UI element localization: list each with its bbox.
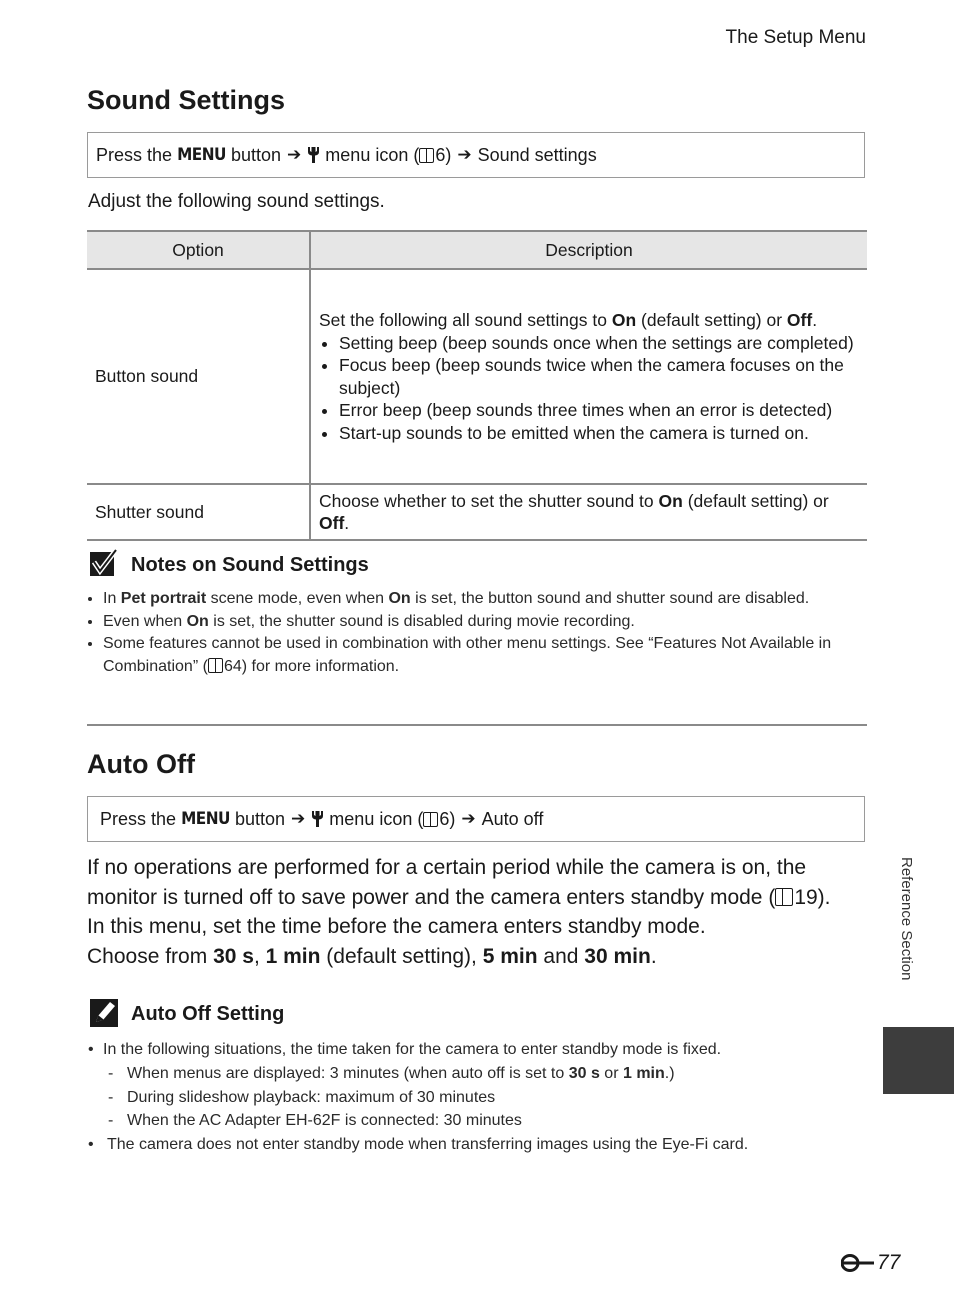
menu-word: MENU: [181, 809, 230, 829]
list-item: • In the following situations, the time taken for the camera to enter standby mode is fixed.: [88, 1038, 878, 1062]
column-header-option: Option: [87, 231, 310, 269]
arrow-icon: ➔: [461, 809, 476, 828]
column-header-description: Description: [310, 231, 867, 269]
value-off: Off: [786, 310, 813, 330]
book-reference-icon: [775, 888, 793, 906]
list-item: • Setting beep (beep sounds once when the settings are completed): [339, 332, 859, 355]
menu-path-sound-settings: [87, 132, 865, 178]
path-ref-page: 6): [435, 144, 452, 165]
path-target: Sound settings: [477, 144, 597, 165]
list-item: • In Pet portrait scene mode, even when On is set, the button sound and shutter sound are disabled.: [103, 588, 888, 611]
list-item: • Even when On is set, the shutter sound is disabled during movie recording.: [103, 611, 888, 634]
description-shutter-sound: Choose whether to set the shutter sound to On (default setting) or Off.: [310, 484, 867, 540]
path-press: Press the: [96, 144, 173, 165]
arrow-icon: ➔: [287, 145, 302, 164]
option-button-sound: Button sound: [87, 269, 310, 484]
option-shutter-sound: Shutter sound: [87, 484, 310, 540]
body-paragraph: Choose from 30 s, 1 min (default setting), 5 min and 30 min.: [87, 944, 657, 968]
side-section-label: Reference Section: [898, 857, 915, 981]
book-reference-icon: [423, 812, 438, 827]
side-section-tab: [883, 1027, 954, 1094]
path-press: Press the: [100, 808, 177, 829]
body-paragraph: In this menu, set the time before the camera enters standby mode.: [87, 915, 706, 938]
e-icon: [841, 1254, 875, 1272]
wrench-icon: [311, 810, 324, 828]
tip-list: [88, 1038, 878, 1157]
value-on: On: [658, 490, 683, 511]
path-button: button: [230, 144, 282, 165]
list-item: - When the AC Adapter EH-62F is connected: 30 minutes: [88, 1109, 878, 1133]
sound-settings-table: [87, 230, 867, 541]
path-ref-page: 6): [439, 808, 456, 829]
running-header: The Setup Menu: [725, 27, 866, 48]
description-button-sound: Set the following all sound settings to On (default setting) or Off. • Setting beep (beep sounds once when the settings are completed) • Focus beep (beep sounds twice when the camera focuses on the subject) • Error beep (beep sounds three times when an error is detected) • Start-up sounds to be emitted when the camera is turned on.: [310, 269, 867, 484]
menu-word: MENU: [177, 145, 226, 165]
list-item: • Focus beep (beep sounds twice when the camera focuses on the subject): [339, 354, 859, 399]
list-item: • The camera does not enter standby mode when transferring images using the Eye-Fi card.: [88, 1133, 878, 1157]
list-item: • Error beep (beep sounds three times when an error is detected): [339, 399, 859, 422]
pencil-tip-icon: [89, 998, 119, 1028]
section-title-sound-settings: Sound Settings: [87, 85, 285, 115]
book-reference-icon: [208, 658, 223, 673]
arrow-icon: ➔: [457, 145, 472, 164]
section-divider: [87, 724, 867, 726]
section-title-auto-off: Auto Off: [87, 749, 195, 779]
path-menu-icon: menu icon (: [325, 144, 420, 165]
notes-title: Notes on Sound Settings: [131, 554, 369, 576]
check-note-icon: [89, 549, 119, 579]
table-row: [87, 269, 867, 484]
value-off: Off: [319, 513, 345, 533]
list-item: - When menus are displayed: 3 minutes (when auto off is set to 30 s or 1 min.): [88, 1062, 878, 1086]
sound-settings-intro: Adjust the following sound settings.: [88, 191, 385, 212]
value-on: On: [611, 310, 637, 330]
body-paragraph: If no operations are performed for a certain period while the camera is on, the monitor is turned off to save power and the camera enters standby mode ( 19).: [87, 856, 831, 909]
path-button: button: [234, 808, 286, 829]
book-reference-icon: [419, 148, 434, 163]
path-target: Auto off: [481, 808, 544, 829]
auto-off-body: [87, 853, 877, 971]
notes-list: [88, 588, 888, 678]
wrench-icon: [307, 146, 320, 164]
page-number-value: 77: [877, 1251, 901, 1274]
path-menu-icon: menu icon (: [329, 808, 424, 829]
table-row: [87, 484, 867, 540]
page-number: [841, 1251, 900, 1275]
list-item: • Some features cannot be used in combination with other menu settings. See “Features Not Available in Combination” ( 64) for more information.: [103, 633, 888, 678]
tip-title: Auto Off Setting: [131, 1003, 285, 1025]
list-item: - During slideshow playback: maximum of 30 minutes: [88, 1086, 878, 1110]
button-sound-list: [319, 332, 859, 445]
arrow-icon: ➔: [291, 809, 306, 828]
menu-path-auto-off: [87, 796, 865, 842]
list-item: • Start-up sounds to be emitted when the camera is turned on.: [339, 422, 859, 445]
